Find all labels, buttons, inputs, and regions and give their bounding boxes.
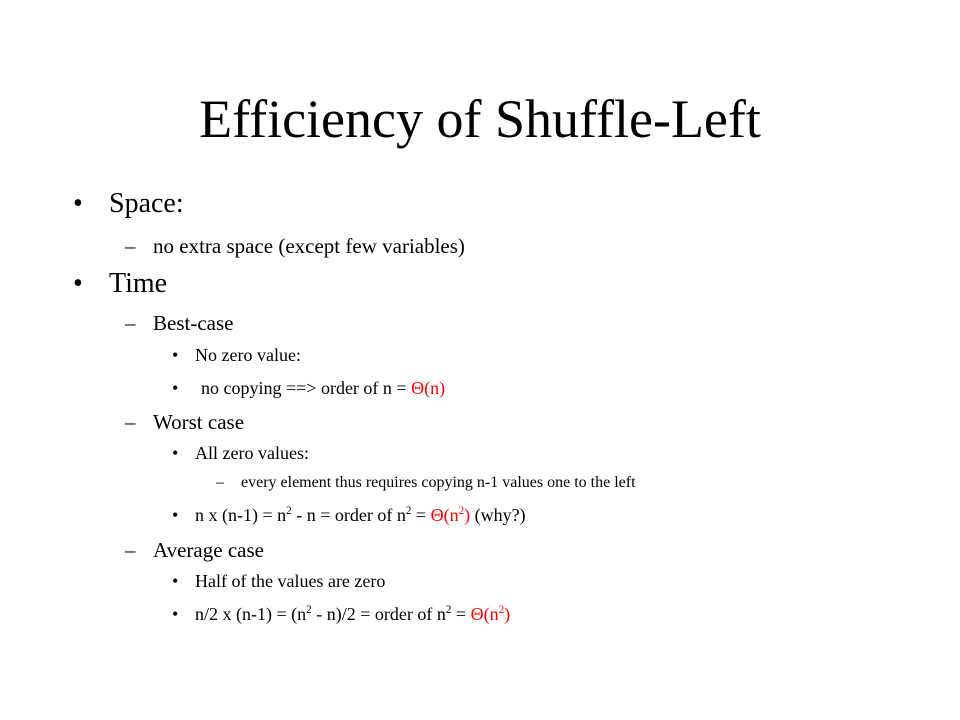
formula-part: = — [411, 505, 431, 525]
bullet-marker: • — [73, 268, 83, 299]
theta-n-squared-red — [431, 505, 471, 525]
dash-marker: – — [125, 234, 136, 258]
space-heading: Space: — [109, 188, 184, 219]
theta-n-red: Θ(n) — [411, 378, 446, 398]
space-detail: no extra space (except few variables) — [153, 234, 465, 258]
superscript: 2 — [405, 505, 412, 517]
worst-case-formula — [195, 505, 526, 526]
superscript: 2 — [445, 604, 452, 616]
bullet-marker: • — [172, 378, 179, 398]
worst-case-heading: Worst case — [153, 410, 245, 434]
bullet-marker: • — [172, 505, 179, 525]
average-case-formula — [195, 604, 510, 625]
best-case-point-1: No zero value: — [195, 345, 301, 365]
formula-part: (why?) — [470, 505, 526, 525]
worst-case-point-1: All zero values: — [195, 443, 309, 463]
dash-marker: – — [216, 474, 224, 491]
worst-case-subpoint: every element thus requires copying n-1 values one to the left — [241, 474, 636, 491]
best-case-text: no copying ==> order of n = — [201, 378, 412, 398]
theta-n-squared-red — [471, 604, 511, 624]
time-heading: Time — [109, 268, 168, 299]
slide-title: Efficiency of Shuffle-Left — [199, 89, 761, 149]
superscript: 2 — [458, 505, 465, 517]
bullet-marker: • — [172, 443, 179, 463]
best-case-point-2 — [201, 378, 445, 399]
bullet-marker: • — [172, 604, 179, 624]
superscript: 2 — [498, 604, 505, 616]
average-case-heading: Average case — [153, 538, 264, 562]
best-case-heading: Best-case — [153, 311, 234, 335]
formula-part: - n)/2 = order of n — [311, 604, 446, 624]
formula-part: Θ(n — [470, 604, 499, 624]
bullet-marker: • — [172, 345, 179, 365]
formula-part: ) — [504, 604, 511, 624]
formula-part: ) — [464, 505, 471, 525]
dash-marker: – — [125, 410, 136, 434]
average-case-point-1: Half of the values are zero — [195, 571, 386, 591]
superscript: 2 — [306, 604, 312, 616]
formula-part: = — [451, 604, 471, 624]
bullet-marker: • — [172, 571, 179, 591]
formula-part: Θ(n — [430, 505, 459, 525]
formula-part: n/2 x (n-1) = (n — [195, 604, 307, 624]
superscript: 2 — [286, 505, 292, 517]
formula-part: - n = order of n — [291, 505, 406, 525]
formula-part: n x (n-1) = n — [195, 505, 287, 525]
dash-marker: – — [125, 538, 136, 562]
dash-marker: – — [125, 311, 136, 335]
bullet-marker: • — [73, 188, 83, 219]
